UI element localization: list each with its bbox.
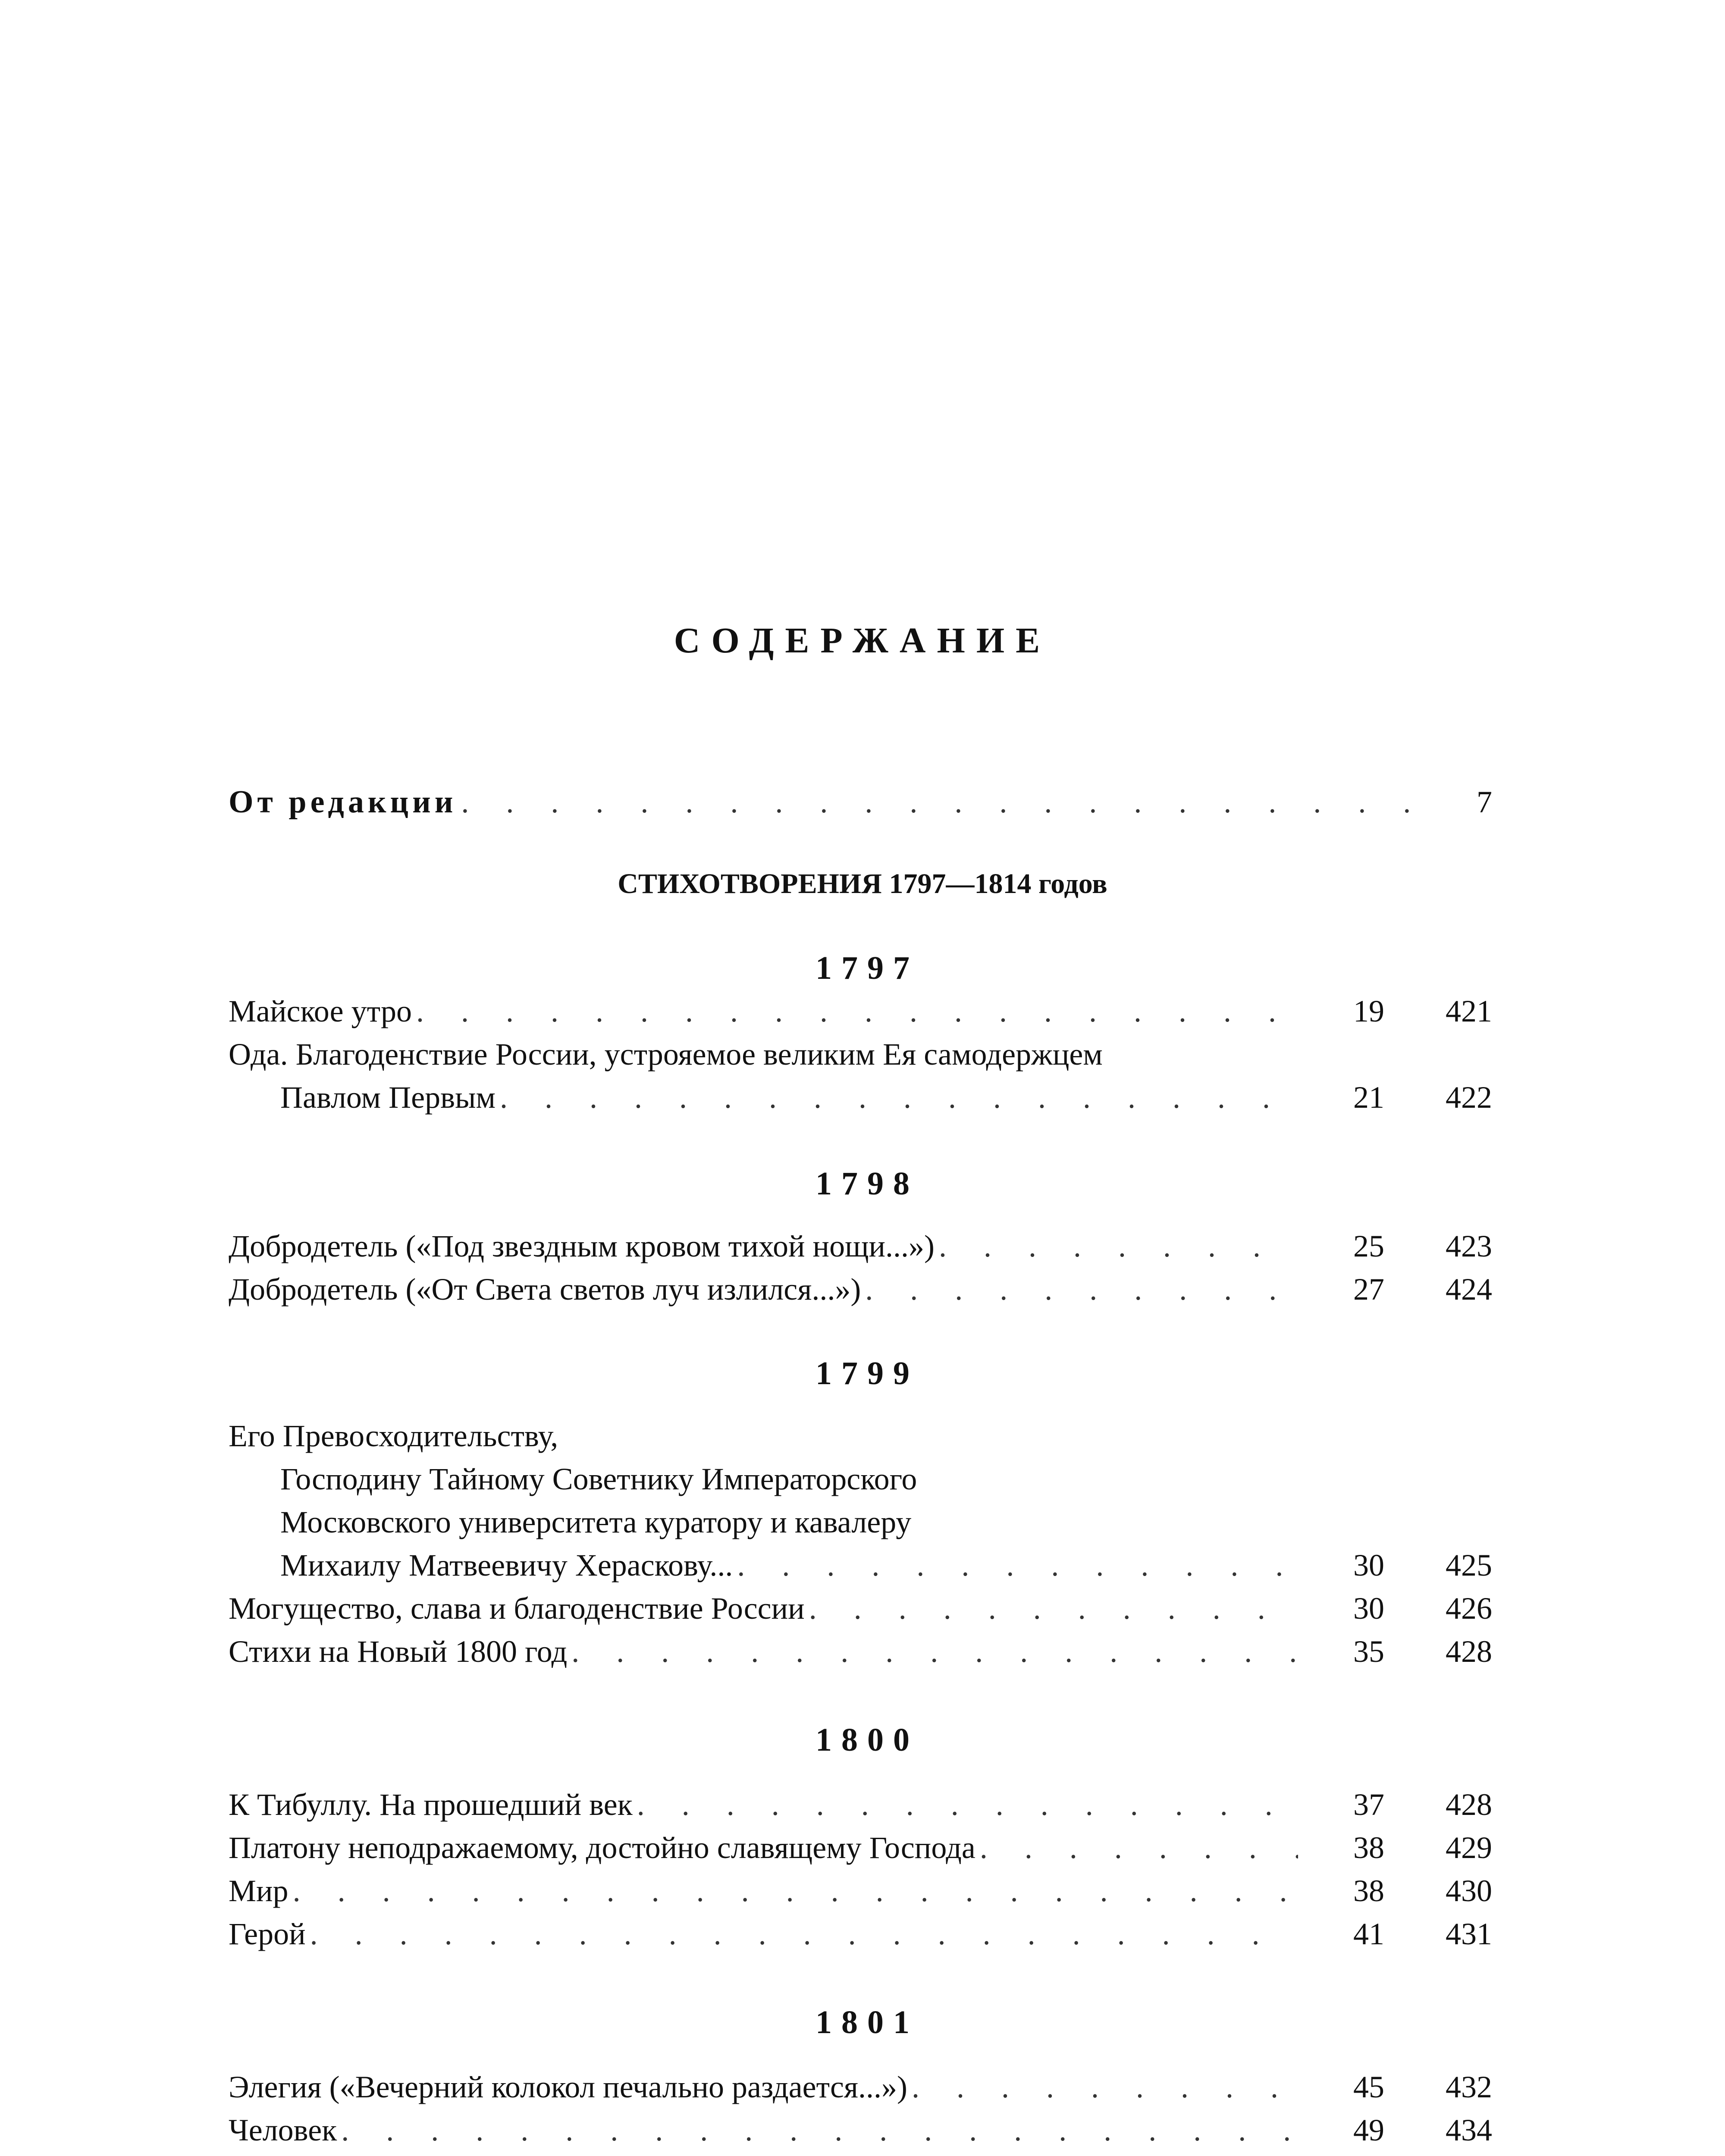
toc-note-page: 431 xyxy=(1446,1917,1492,1951)
toc-entry-title: Михаилу Матвеевичу Хераскову... xyxy=(280,1548,733,1583)
toc-entry-title: Платону неподражаемому, достойно славящему Господа xyxy=(229,1830,975,1865)
year-heading-1798: 1798 xyxy=(815,1166,919,1202)
toc-entry-oda-line: Ода. Благоденствие России, устрояемое великим Ея самодержцем xyxy=(229,1037,1103,1072)
toc-entry-virtue-1[interactable] xyxy=(229,1227,1492,1266)
toc-entry-title: Майское утро xyxy=(229,994,412,1028)
toc-note-page: 428 xyxy=(1446,1634,1492,1669)
toc-entry-tibullus[interactable] xyxy=(229,1785,1492,1824)
toc-note-page: 430 xyxy=(1446,1874,1492,1908)
dot-leader xyxy=(461,783,1427,821)
year-heading-1797: 1797 xyxy=(815,950,919,986)
dot-leader xyxy=(939,1227,1298,1266)
toc-entry-kheraskov-line-3: Московского университета куратору и кавалеру xyxy=(280,1505,912,1539)
dot-leader xyxy=(980,1828,1298,1867)
toc-entry-title: От редакции xyxy=(229,784,457,820)
toc-page-number: 25 xyxy=(1353,1229,1384,1263)
toc-entry-man[interactable] xyxy=(229,2111,1492,2150)
toc-entry-title: Герой xyxy=(229,1917,306,1951)
toc-note-page: 434 xyxy=(1446,2113,1492,2147)
year-heading-1800: 1800 xyxy=(815,1722,919,1758)
dot-leader xyxy=(737,1546,1298,1585)
toc-entry-editorial[interactable] xyxy=(229,783,1492,821)
toc-page-number: 49 xyxy=(1353,2113,1384,2147)
dot-leader xyxy=(500,1078,1298,1117)
toc-page-number: 35 xyxy=(1353,1634,1384,1669)
toc-entry-title: Человек xyxy=(229,2113,337,2147)
toc-page-number: 45 xyxy=(1353,2070,1384,2104)
toc-entry-oda[interactable] xyxy=(280,1078,1492,1117)
toc-page-number: 37 xyxy=(1353,1787,1384,1822)
dot-leader xyxy=(912,2068,1298,2106)
dot-leader xyxy=(571,1632,1298,1671)
toc-page-number: 41 xyxy=(1353,1917,1384,1951)
toc-entry-title: Добродетель («Под звездным кровом тихой нощи...») xyxy=(229,1229,935,1263)
toc-entry-might[interactable] xyxy=(229,1589,1492,1628)
toc-entry-platon[interactable] xyxy=(229,1828,1492,1867)
toc-entry-title: Стихи на Новый 1800 год xyxy=(229,1634,568,1669)
dot-leader xyxy=(310,1915,1298,1953)
toc-entry-hero[interactable] xyxy=(229,1915,1492,1953)
dot-leader xyxy=(416,992,1298,1031)
toc-page-number: 38 xyxy=(1353,1874,1384,1908)
toc-entry-title: Мир xyxy=(229,1874,289,1908)
toc-entry-kheraskov[interactable] xyxy=(280,1546,1492,1585)
dot-leader xyxy=(637,1785,1298,1824)
toc-page-number: 30 xyxy=(1353,1591,1384,1626)
toc-page-number: 30 xyxy=(1353,1548,1384,1583)
section-heading: СТИХОТВОРЕНИЯ 1797—1814 годов xyxy=(618,868,1107,899)
toc-entry-title: Могущество, слава и благоденствие России xyxy=(229,1591,805,1626)
toc-page-number: 21 xyxy=(1353,1080,1384,1115)
toc-entry-title: К Тибуллу. На прошедший век xyxy=(229,1787,633,1822)
dot-leader xyxy=(293,1871,1298,1910)
dot-leader xyxy=(865,1270,1298,1309)
toc-page-number: 27 xyxy=(1353,1272,1384,1307)
toc-page-number: 19 xyxy=(1353,994,1384,1028)
toc-page-number: 7 xyxy=(1477,785,1492,819)
toc-entry-elegy[interactable] xyxy=(229,2068,1492,2106)
toc-note-page: 424 xyxy=(1446,1272,1492,1307)
toc-entry-kheraskov-line-1: Его Превосходительству, xyxy=(229,1419,558,1453)
page-title: СОДЕРЖАНИЕ xyxy=(674,620,1051,661)
toc-entry-new-year[interactable] xyxy=(229,1632,1492,1671)
toc-page-number: 38 xyxy=(1353,1830,1384,1865)
year-heading-1801: 1801 xyxy=(815,2004,919,2040)
toc-entry-peace[interactable] xyxy=(229,1871,1492,1910)
toc-note-page: 428 xyxy=(1446,1787,1492,1822)
toc-note-page: 423 xyxy=(1446,1229,1492,1263)
year-heading-1799: 1799 xyxy=(815,1355,919,1391)
toc-entry-kheraskov-line-2: Господину Тайному Советнику Императорского xyxy=(280,1462,917,1496)
toc-entry-may-morning[interactable] xyxy=(229,992,1492,1031)
toc-note-page: 422 xyxy=(1446,1080,1492,1115)
toc-note-page: 426 xyxy=(1446,1591,1492,1626)
toc-note-page: 425 xyxy=(1446,1548,1492,1583)
toc-entry-virtue-2[interactable] xyxy=(229,1270,1492,1309)
toc-entry-title: Добродетель («От Света светов луч излился...») xyxy=(229,1272,861,1307)
toc-note-page: 429 xyxy=(1446,1830,1492,1865)
toc-note-page: 421 xyxy=(1446,994,1492,1028)
dot-leader xyxy=(809,1589,1298,1628)
toc-entry-title: Павлом Первым xyxy=(280,1080,496,1115)
dot-leader xyxy=(341,2111,1298,2150)
toc-entry-title: Элегия («Вечерний колокол печально раздается...») xyxy=(229,2070,908,2104)
toc-note-page: 432 xyxy=(1446,2070,1492,2104)
